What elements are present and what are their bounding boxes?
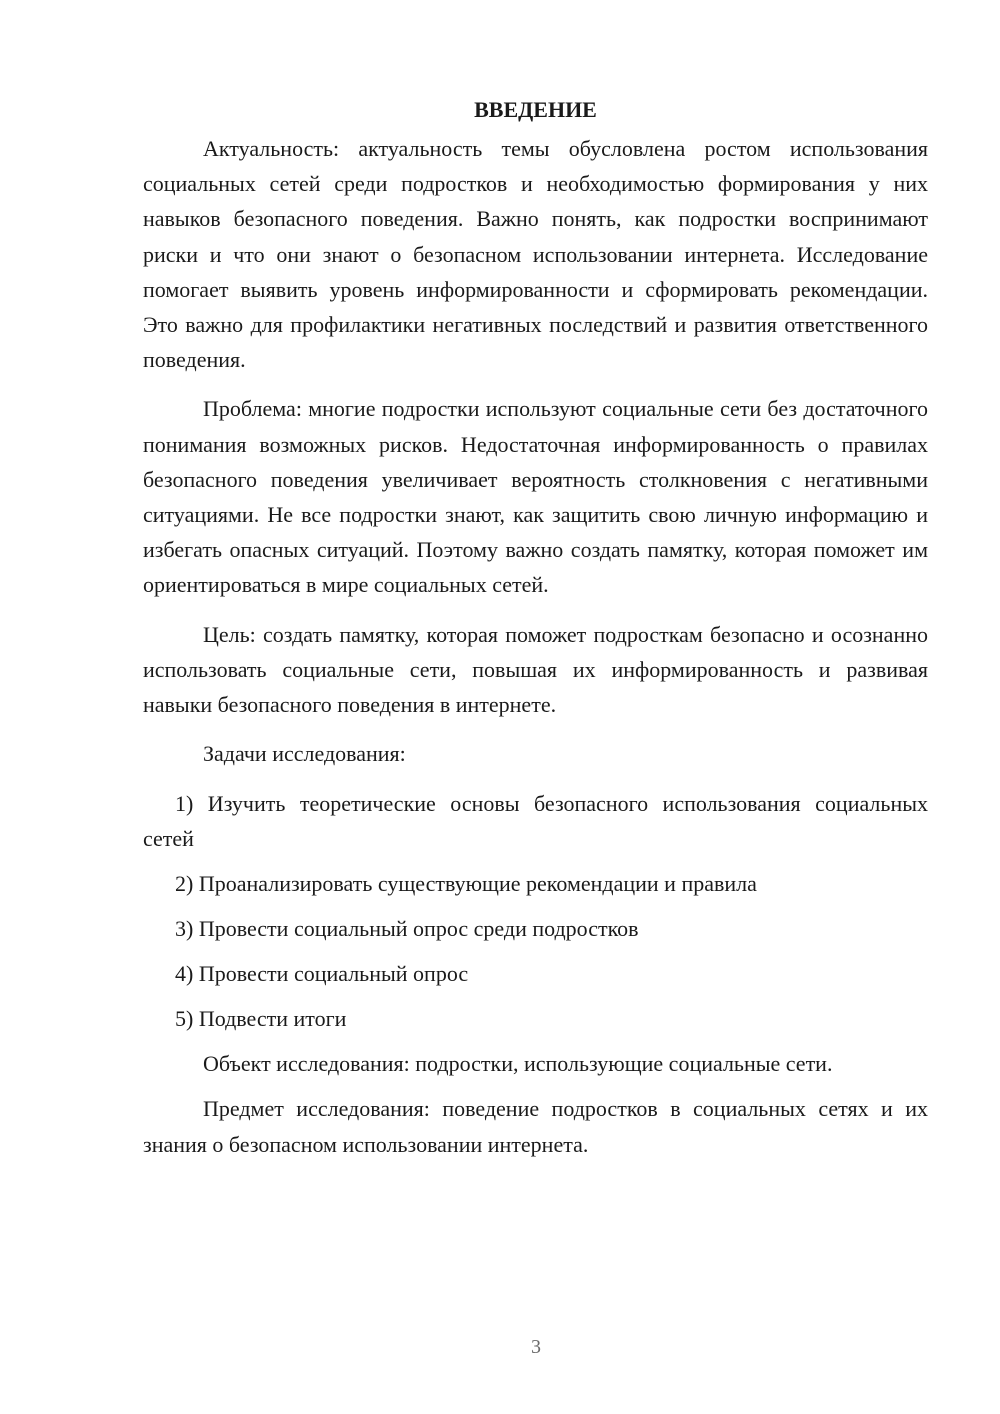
page-number: 3 bbox=[531, 1336, 541, 1358]
subject-paragraph: Предмет исследования: поведение подростков в социальных сетях и их знания о безопасном использовании интернета. bbox=[143, 1096, 928, 1157]
section-title: ВВЕДЕНИЕ bbox=[474, 97, 597, 122]
task-item: 2) Проанализировать существующие рекомендации и правила bbox=[175, 871, 757, 897]
goal-paragraph: Цель: создать памятку, которая поможет подросткам безопасно и осознанно использовать социальные сети, повышая их информированность и развивая навыки безопасного поведения в интернете. bbox=[143, 621, 928, 718]
task-item: 4) Провести социальный опрос bbox=[175, 961, 469, 987]
tasks-heading: Задачи исследования: bbox=[203, 741, 406, 767]
relevance-paragraph: Актуальность: актуальность темы обусловлена ростом использования социальных сетей среди подростков и необходимостью формирования у них навыков безопасного поведения. Важно понять, как подростки воспринимают риски и что они знают о безопасном использовании интернета. Исследование помогает выявить уровень информированности и сформировать рекомендации. Это важно для профилактики негативных последствий и развития ответственного поведения. bbox=[143, 136, 928, 373]
task-item: 5) Подвести итоги bbox=[175, 1006, 347, 1032]
object-paragraph: Объект исследования: подростки, использующие социальные сети. bbox=[203, 1051, 833, 1077]
tasks-list bbox=[143, 786, 928, 1036]
document-page bbox=[143, 92, 928, 1177]
task-item: 1) Изучить теоретические основы безопасного использования социальных сетей bbox=[143, 791, 928, 852]
problem-paragraph: Проблема: многие подростки используют социальные сети без достаточного понимания возможных рисков. Недостаточная информированность о правилах безопасного поведения увеличивает вероятность столкновения с негативными ситуациями. Не все подростки знают, как защитить свою личную информацию и избегать опасных ситуаций. Поэтому важно создать памятку, которая поможет им ориентироваться в мире социальных сетей. bbox=[143, 396, 928, 598]
task-item: 3) Провести социальный опрос среди подростков bbox=[175, 916, 639, 942]
